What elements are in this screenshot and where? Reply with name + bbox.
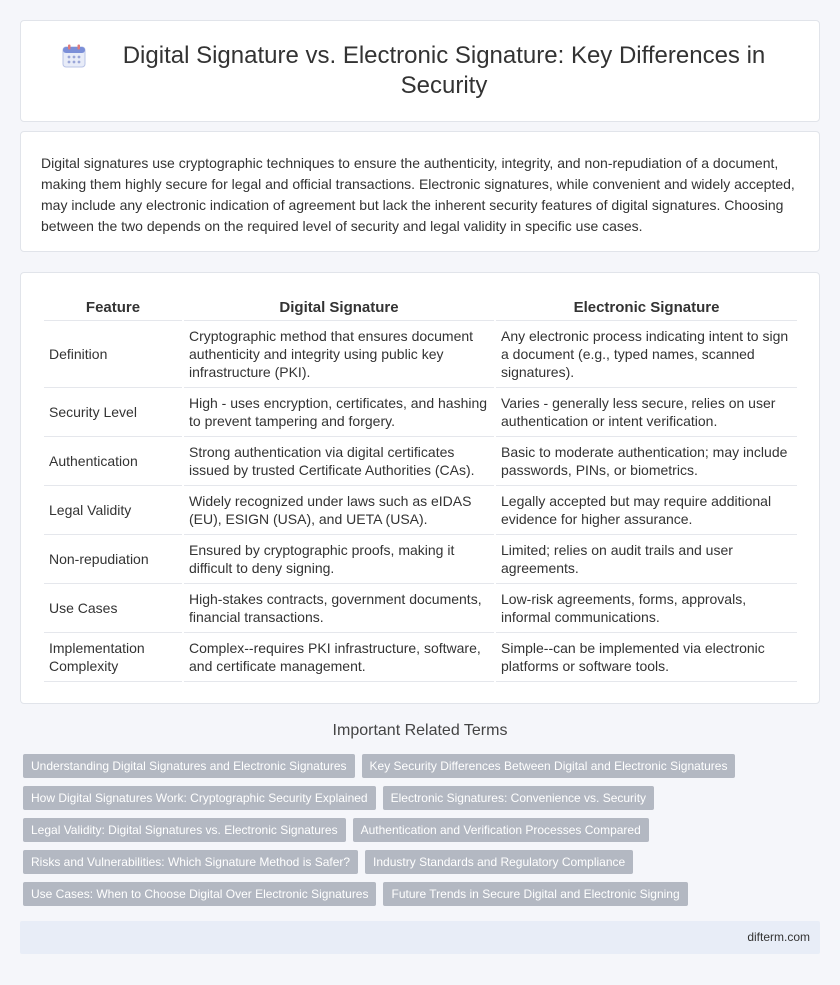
comparison-table [42, 295, 799, 682]
footer-site-link[interactable]: difterm.com [747, 930, 810, 944]
related-term-link[interactable]: Legal Validity: Digital Signatures vs. Electronic Signatures [23, 818, 346, 842]
electronic-cell: Simple--can be implemented via electronic platforms or software tools. [496, 633, 797, 682]
tag-row [23, 882, 823, 906]
calendar-icon [61, 43, 87, 69]
header-digital-signature: Digital Signature [184, 295, 494, 321]
related-term-link[interactable]: Understanding Digital Signatures and Electronic Signatures [23, 754, 355, 778]
tag-row [23, 850, 823, 874]
table-header-row [44, 295, 797, 321]
electronic-cell: Any electronic process indicating intent to sign a document (e.g., typed names, scanned signatures). [496, 321, 797, 388]
digital-cell: High - uses encryption, certificates, and hashing to prevent tampering and forgery. [184, 388, 494, 437]
table-row [44, 633, 797, 682]
table-row [44, 535, 797, 584]
tag-row [23, 786, 823, 810]
related-term-link[interactable]: How Digital Signatures Work: Cryptographic Security Explained [23, 786, 376, 810]
table-row [44, 486, 797, 535]
related-term-link[interactable]: Use Cases: When to Choose Digital Over Electronic Signatures [23, 882, 376, 906]
intro-card [20, 131, 820, 252]
electronic-cell: Limited; relies on audit trails and user agreements. [496, 535, 797, 584]
page-title: Digital Signature vs. Electronic Signature: Key Differences in Security [122, 42, 766, 99]
digital-cell: Cryptographic method that ensures document authenticity and integrity using public key infrastructure (PKI). [184, 321, 494, 388]
feature-cell: Use Cases [44, 584, 182, 633]
digital-cell: Widely recognized under laws such as eIDAS (EU), ESIGN (USA), and UETA (USA). [184, 486, 494, 535]
header-card [20, 20, 820, 122]
table-row [44, 437, 797, 486]
feature-cell: Authentication [44, 437, 182, 486]
related-terms-list [23, 754, 823, 914]
related-term-link[interactable]: Authentication and Verification Processes Compared [353, 818, 649, 842]
feature-cell: Implementation Complexity [44, 633, 182, 682]
related-term-link[interactable]: Risks and Vulnerabilities: Which Signature Method is Safer? [23, 850, 358, 874]
digital-cell: High-stakes contracts, government documents, financial transactions. [184, 584, 494, 633]
digital-cell: Strong authentication via digital certificates issued by trusted Certificate Authorities (CAs). [184, 437, 494, 486]
feature-cell: Definition [44, 321, 182, 388]
feature-cell: Non-repudiation [44, 535, 182, 584]
header-feature: Feature [44, 295, 182, 321]
tag-row [23, 818, 823, 842]
electronic-cell: Varies - generally less secure, relies on user authentication or intent verification. [496, 388, 797, 437]
table-row [44, 321, 797, 388]
table-row [44, 584, 797, 633]
related-terms-title: Important Related Terms [332, 722, 508, 739]
electronic-cell: Legally accepted but may require additional evidence for higher assurance. [496, 486, 797, 535]
related-term-link[interactable]: Electronic Signatures: Convenience vs. Security [383, 786, 654, 810]
intro-text: Digital signatures use cryptographic techniques to ensure the authenticity, integrity, and non-repudiation of a document, making them highly secure for legal and official transactions. Electronic signatures, while convenient and widely accepted, may include any electronic indication of agreement but lack the inherent security features of digital signatures. Choosing between the two depends on the required level of security and legal validity in specific use cases. [41, 155, 795, 234]
feature-cell: Security Level [44, 388, 182, 437]
header-electronic-signature: Electronic Signature [496, 295, 797, 321]
tag-row [23, 754, 823, 778]
digital-cell: Ensured by cryptographic proofs, making it difficult to deny signing. [184, 535, 494, 584]
related-term-link[interactable]: Future Trends in Secure Digital and Electronic Signing [383, 882, 687, 906]
digital-cell: Complex--requires PKI infrastructure, software, and certificate management. [184, 633, 494, 682]
electronic-cell: Basic to moderate authentication; may include passwords, PINs, or biometrics. [496, 437, 797, 486]
comparison-table-card [20, 272, 820, 704]
electronic-cell: Low-risk agreements, forms, approvals, informal communications. [496, 584, 797, 633]
related-term-link[interactable]: Industry Standards and Regulatory Compliance [365, 850, 633, 874]
footer [20, 921, 820, 954]
feature-cell: Legal Validity [44, 486, 182, 535]
related-term-link[interactable]: Key Security Differences Between Digital and Electronic Signatures [362, 754, 736, 778]
table-row [44, 388, 797, 437]
